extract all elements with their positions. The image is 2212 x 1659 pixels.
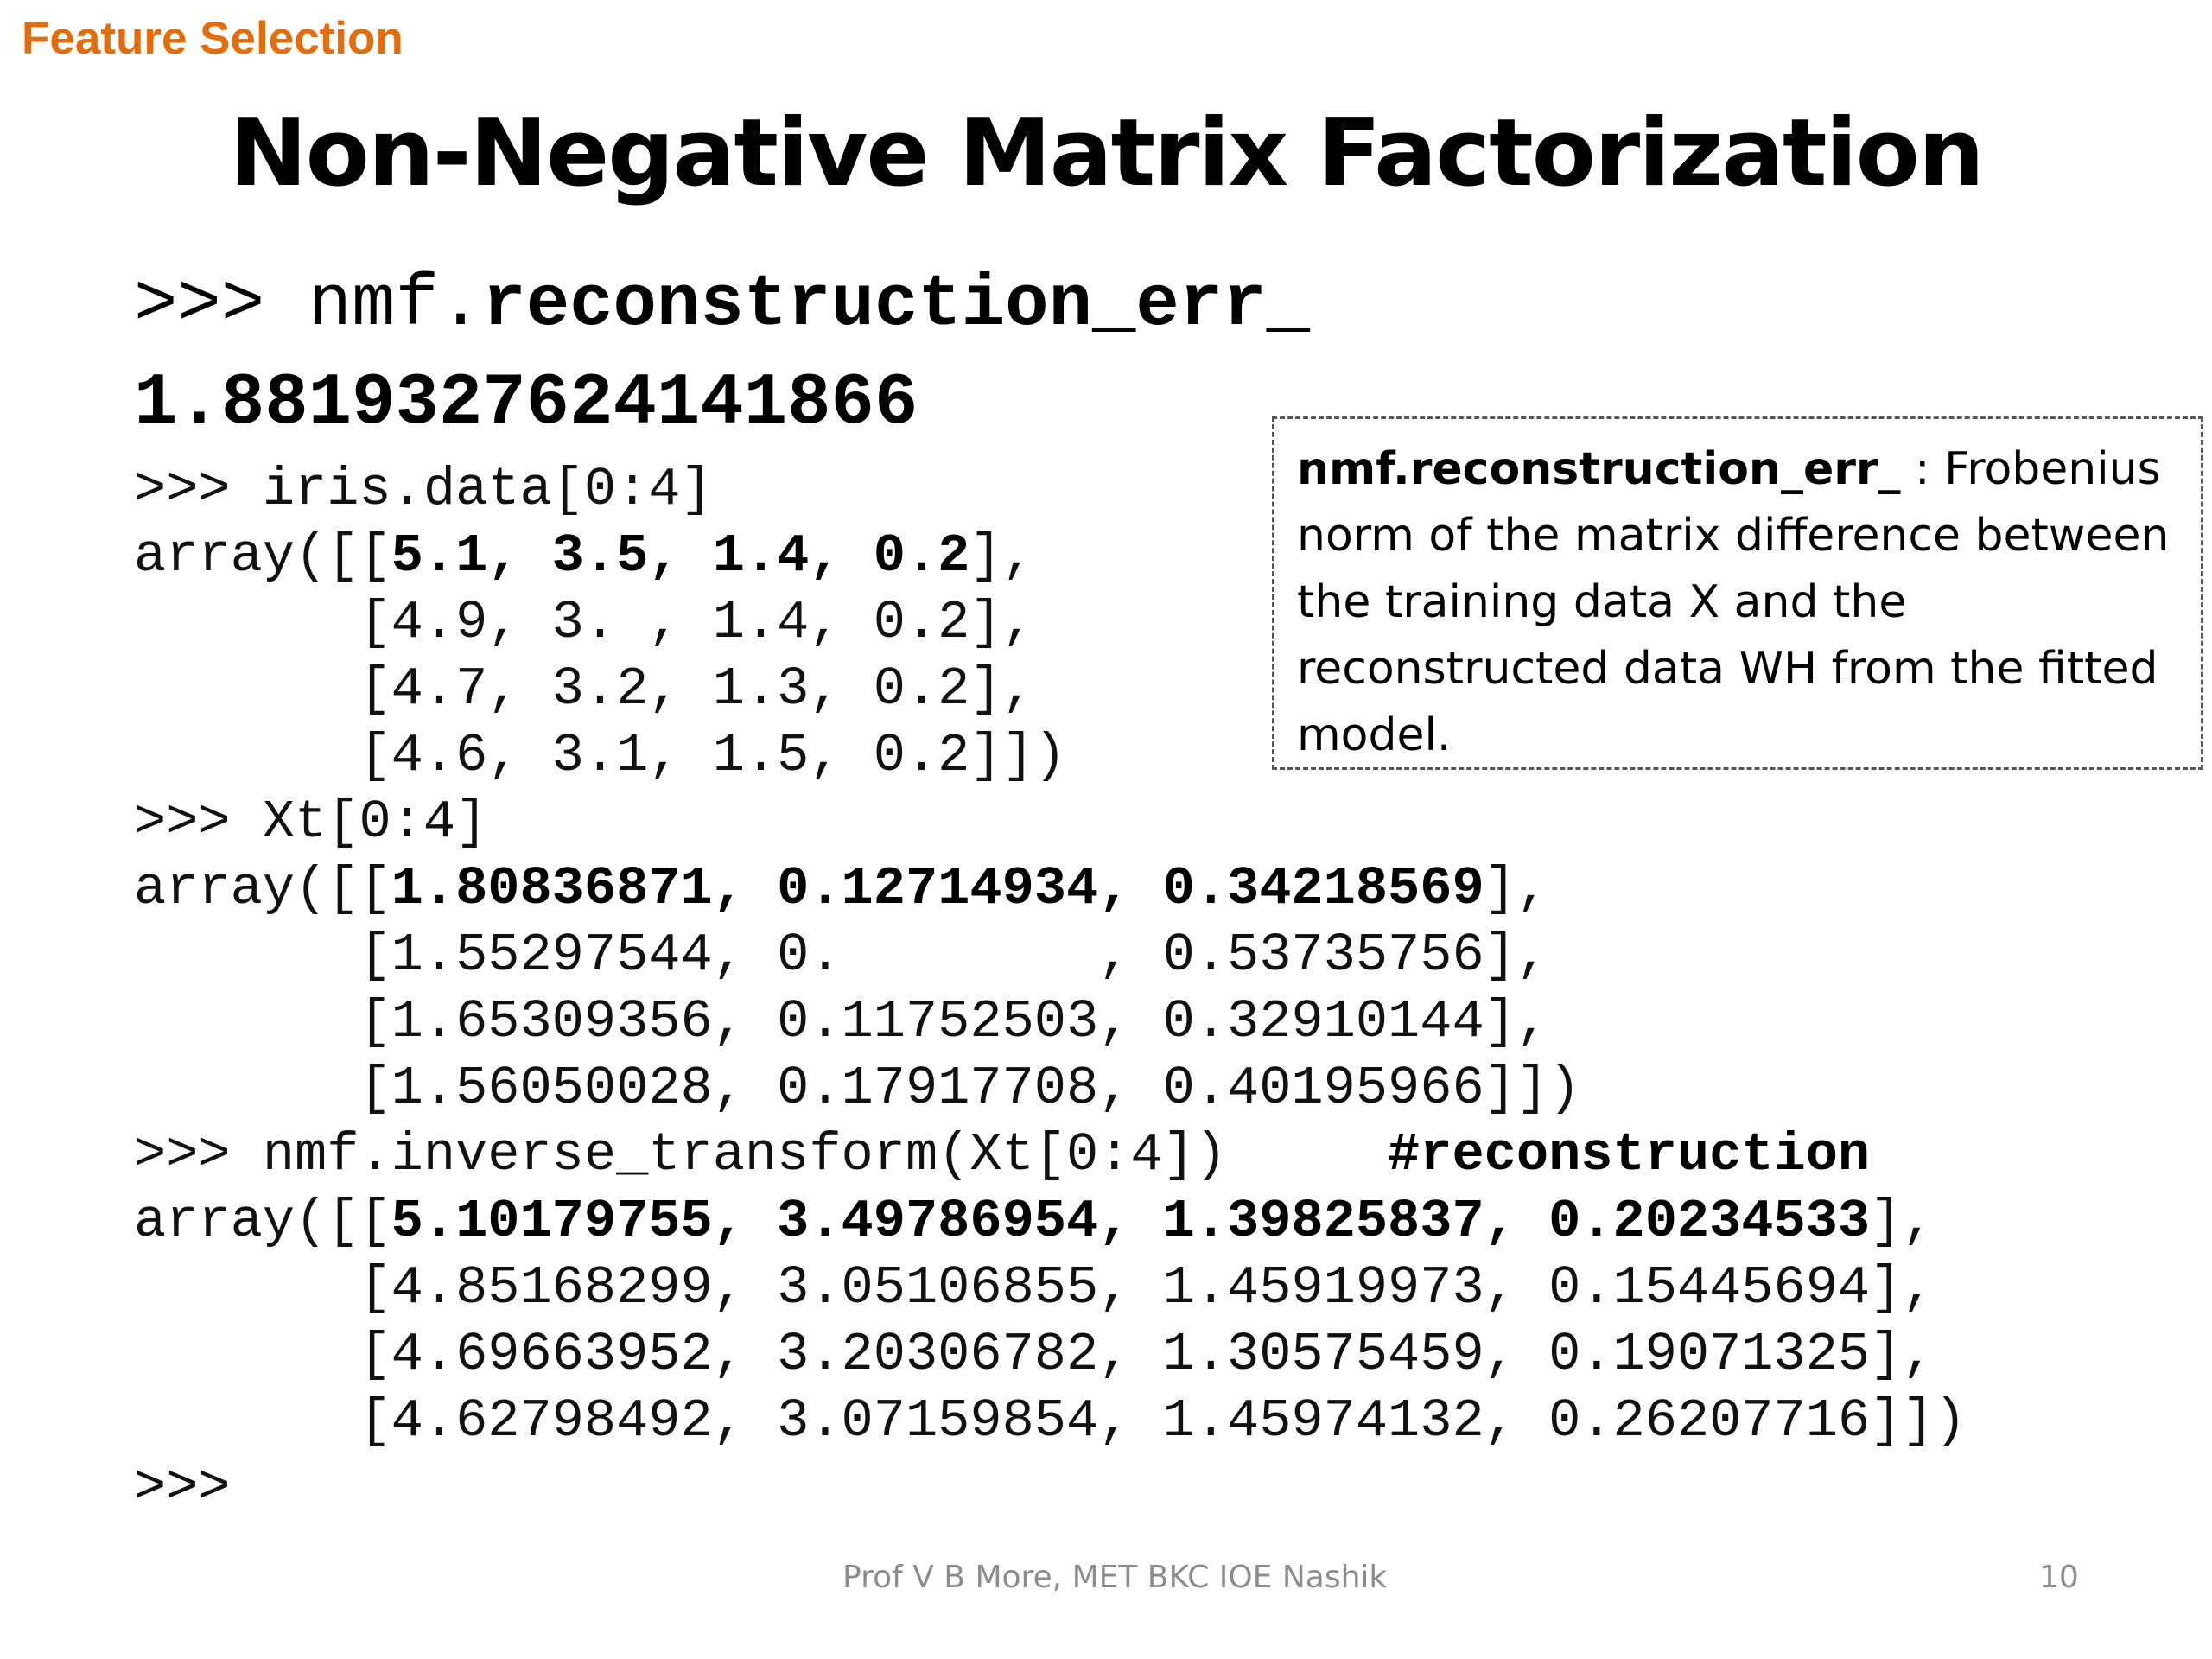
code-row: array([[5.1, 3.5, 1.4, 0.2], xyxy=(134,525,1034,587)
code-row: [4.9, 3. , 1.4, 0.2], xyxy=(134,592,1034,653)
definition-callout xyxy=(1272,416,2203,770)
footer-author: Prof V B More, MET BKC IOE Nashik xyxy=(842,1560,1388,1595)
code-row: [4.62798492, 3.07159854, 1.45974132, 0.26207716]]) xyxy=(134,1390,1967,1452)
code-object: nmf. xyxy=(308,264,483,346)
code-comment: #reconstruction xyxy=(1388,1124,1871,1185)
code-line-xt: >>> Xt[0:4] xyxy=(134,791,488,853)
callout-text: : Frobenius norm of the matrix difference between the training data X and the reconstructed data WH from the fitted model. xyxy=(1297,443,2170,761)
page-number: 10 xyxy=(2039,1560,2079,1595)
code-line-iris-data: >>> iris.data[0:4] xyxy=(134,459,713,520)
slide-title: Non-Negative Matrix Factorization xyxy=(229,99,1983,207)
code-row: array([[1.80836871, 0.12714934, 0.34218569], xyxy=(134,858,1549,919)
code-row: [1.65309356, 0.11752503, 0.32910144], xyxy=(134,991,1549,1052)
code-row: [4.7, 3.2, 1.3, 0.2], xyxy=(134,658,1034,720)
section-label: Feature Selection xyxy=(22,13,404,64)
code-line-reconstruction-err xyxy=(134,264,1311,346)
code-attribute: reconstruction_err_ xyxy=(482,264,1311,346)
code-line-inverse-transform: >>> nmf.inverse_transform(Xt[0:4]) #reconstruction xyxy=(134,1124,1871,1185)
reconstruction-err-value: 1.8819327624141866 xyxy=(134,363,918,445)
code-row: [4.69663952, 3.20306782, 1.30575459, 0.19071325], xyxy=(134,1324,1935,1385)
code-row: [1.56050028, 0.17917708, 0.40195966]]) xyxy=(134,1058,1581,1119)
prompt: >>> xyxy=(134,264,308,346)
callout-term: nmf.reconstruction_err_ xyxy=(1297,443,1901,495)
final-prompt: >>> xyxy=(134,1457,231,1518)
code-row: [1.55297544, 0. , 0.53735756], xyxy=(134,925,1549,986)
code-row: [4.85168299, 3.05106855, 1.45919973, 0.15445694], xyxy=(134,1257,1935,1319)
code-row: [4.6, 3.1, 1.5, 0.2]]) xyxy=(134,725,1066,786)
code-row: array([[5.10179755, 3.49786954, 1.39825837, 0.20234533], xyxy=(134,1191,1935,1252)
